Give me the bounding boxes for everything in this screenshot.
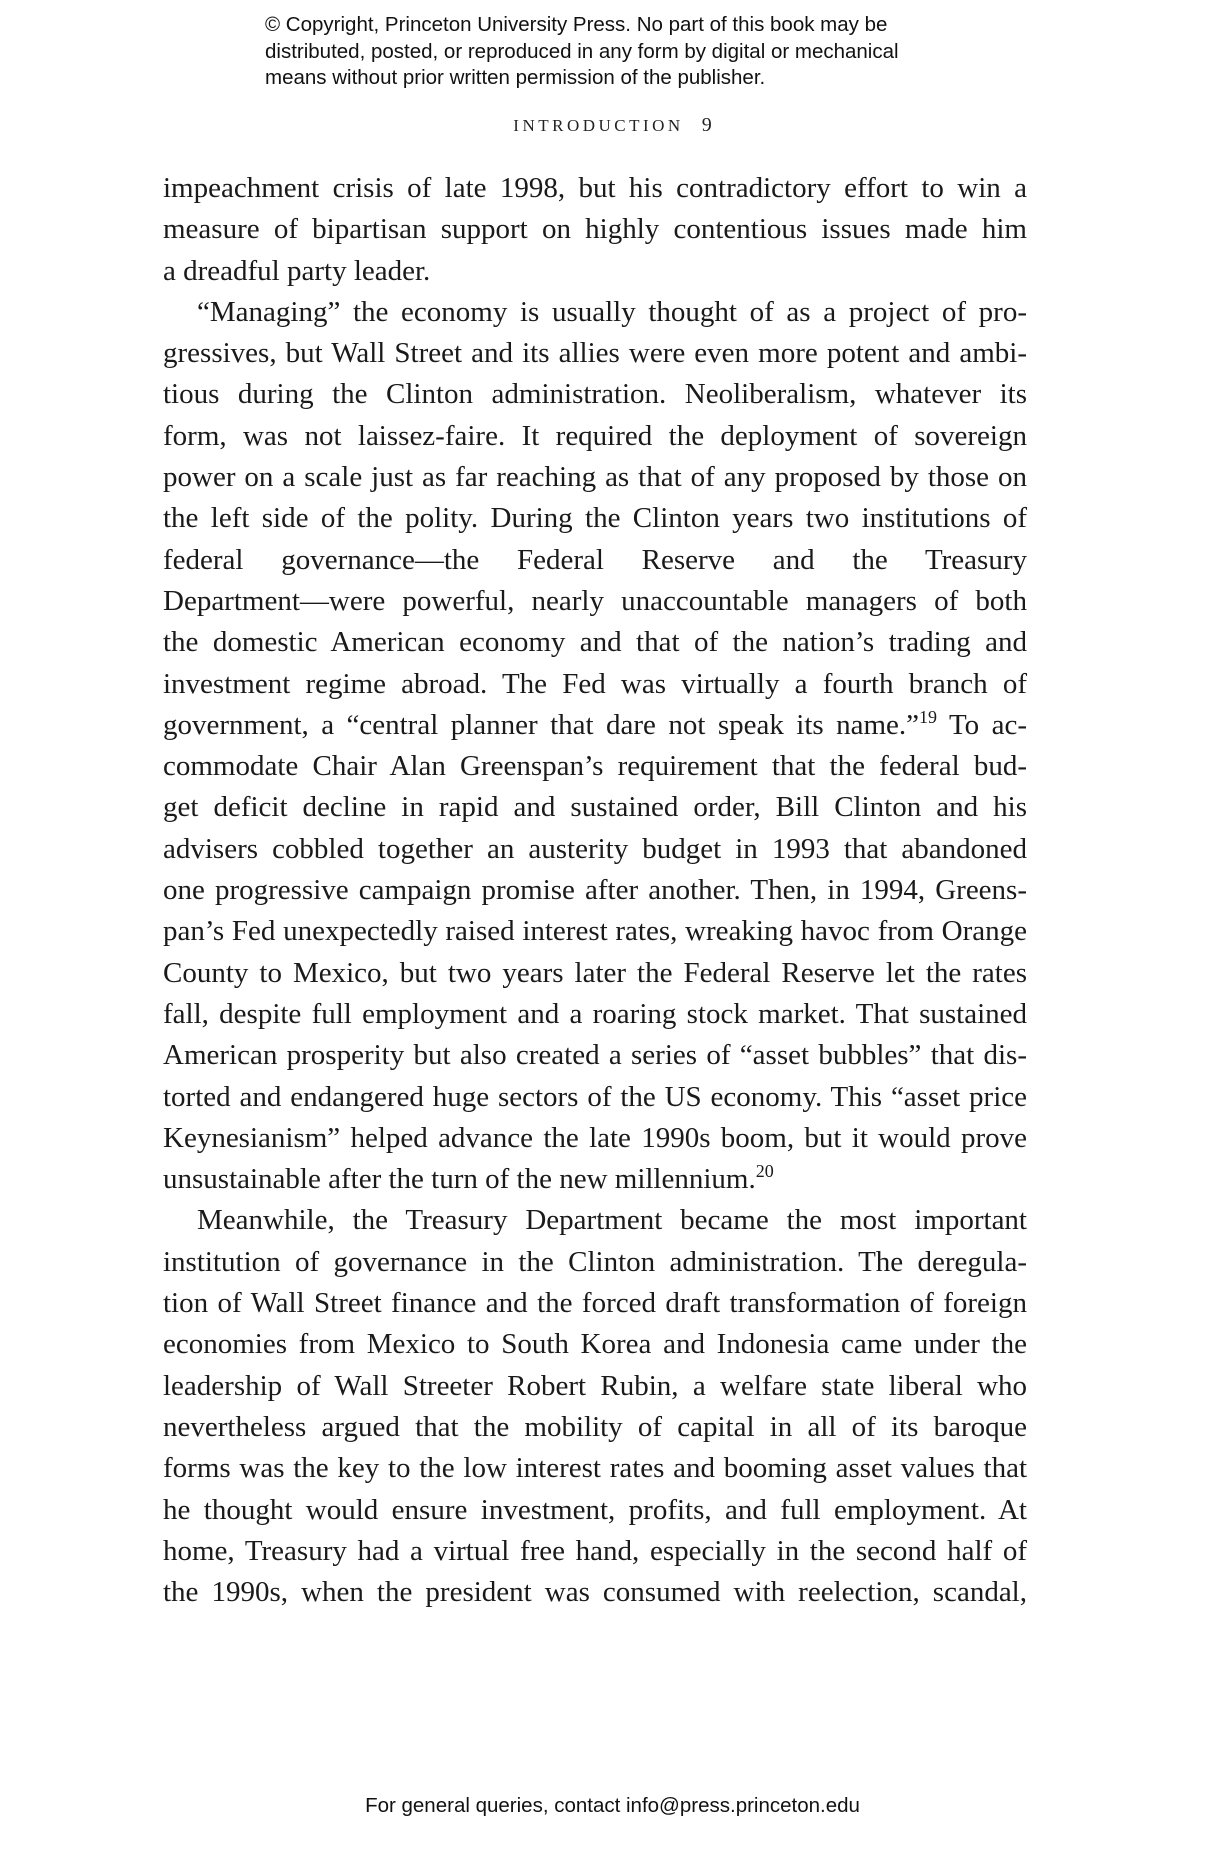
text-line: impeachment crisis of late 1998, but his contradictory effort to win a — [163, 172, 1027, 204]
text-line: tious during the Clinton administration. Neoliberalism, whatever its — [163, 378, 1027, 411]
paragraph — [163, 168, 1027, 292]
text-line: forms was the key to the low interest rates and booming asset values that — [163, 1452, 1027, 1485]
footnote-marker: 19 — [919, 706, 938, 727]
text-line: investment regime abroad. The Fed was virtually a fourth branch of — [163, 667, 1027, 700]
text-line: “Managing” the economy is usually thought of as a project of pro- — [197, 295, 1027, 328]
text-line: the 1990s, when the president was consumed with reelection, scandal, — [163, 1576, 1027, 1609]
running-head — [0, 114, 1225, 137]
paragraph — [163, 1200, 1027, 1613]
text-line-with-footnote — [163, 705, 1027, 746]
text-line: measure of bipartisan support on highly contentious issues made him — [163, 213, 1027, 246]
paragraph — [163, 292, 1027, 1201]
text-line: pan’s Fed unexpectedly raised interest rates, wreaking havoc from Orange — [163, 915, 1027, 948]
text-line-with-footnote — [163, 1159, 1027, 1200]
text-segment: To ac- — [948, 708, 1027, 741]
text-line: Keynesianism” helped advance the late 1990s boom, but it would prove — [163, 1121, 1027, 1154]
text-line: commodate Chair Alan Greenspan’s requirement that the federal bud- — [163, 750, 1027, 783]
text-line: power on a scale just as far reaching as that of any proposed by those on — [163, 461, 1027, 494]
page-number: 9 — [701, 114, 712, 136]
text-line: torted and endangered huge sectors of the US economy. This “asset price — [163, 1080, 1027, 1113]
text-segment: government, a “central planner that dare not speak its name.” — [163, 708, 920, 741]
footnote-marker: 20 — [755, 1161, 774, 1182]
text-line: nevertheless argued that the mobility of capital in all of its baroque — [163, 1410, 1027, 1443]
copyright-line: © Copyright, Princeton University Press. No part of this book may be — [265, 13, 888, 36]
text-line: get deficit decline in rapid and sustained order, Bill Clinton and his — [163, 791, 1027, 824]
text-line: home, Treasury had a virtual free hand, especially in the second half of — [163, 1534, 1027, 1567]
text-line: economies from Mexico to South Korea and Indonesia came under the — [163, 1328, 1027, 1361]
running-head-title: INTRODUCTION — [513, 116, 684, 135]
text-line: one progressive campaign promise after another. Then, in 1994, Greens- — [163, 874, 1027, 907]
text-line: federal governance—the Federal Reserve and the Treasury — [163, 543, 1027, 576]
footer-contact: For general queries, contact info@press.princeton.edu — [365, 1794, 860, 1817]
copyright-line: means without prior written permission of the publisher. — [265, 66, 766, 89]
text-line: form, was not laissez-faire. It required the deployment of sovereign — [163, 419, 1027, 452]
copyright-notice — [265, 12, 1025, 92]
text-line: the domestic American economy and that of the nation’s trading and — [163, 626, 1027, 659]
text-segment: unsustainable after the turn of the new millennium. — [163, 1163, 756, 1196]
text-line: tion of Wall Street finance and the forced draft transformation of foreign — [163, 1287, 1027, 1320]
text-line: gressives, but Wall Street and its allies were even more potent and ambi- — [163, 337, 1027, 370]
text-line: Meanwhile, the Treasury Department became the most important — [197, 1204, 1027, 1237]
text-line: institution of governance in the Clinton administration. The deregula- — [163, 1245, 1027, 1278]
text-line: County to Mexico, but two years later the Federal Reserve let the rates — [163, 956, 1027, 989]
text-line: a dreadful party leader. — [163, 254, 431, 287]
text-line: leadership of Wall Streeter Robert Rubin, a welfare state liberal who — [163, 1369, 1027, 1402]
text-line: advisers cobbled together an austerity budget in 1993 that abandoned — [163, 832, 1027, 865]
body-text — [163, 168, 1027, 1613]
text-line: the left side of the polity. During the Clinton years two institutions of — [163, 502, 1027, 535]
text-line: American prosperity but also created a series of “asset bubbles” that dis- — [163, 1039, 1027, 1072]
copyright-line: distributed, posted, or reproduced in any form by digital or mechanical — [265, 39, 899, 63]
text-line: fall, despite full employment and a roaring stock market. That sustained — [163, 997, 1027, 1030]
text-line: Department—were powerful, nearly unaccountable managers of both — [163, 584, 1027, 617]
text-line: he thought would ensure investment, profits, and full employment. At — [163, 1493, 1027, 1526]
